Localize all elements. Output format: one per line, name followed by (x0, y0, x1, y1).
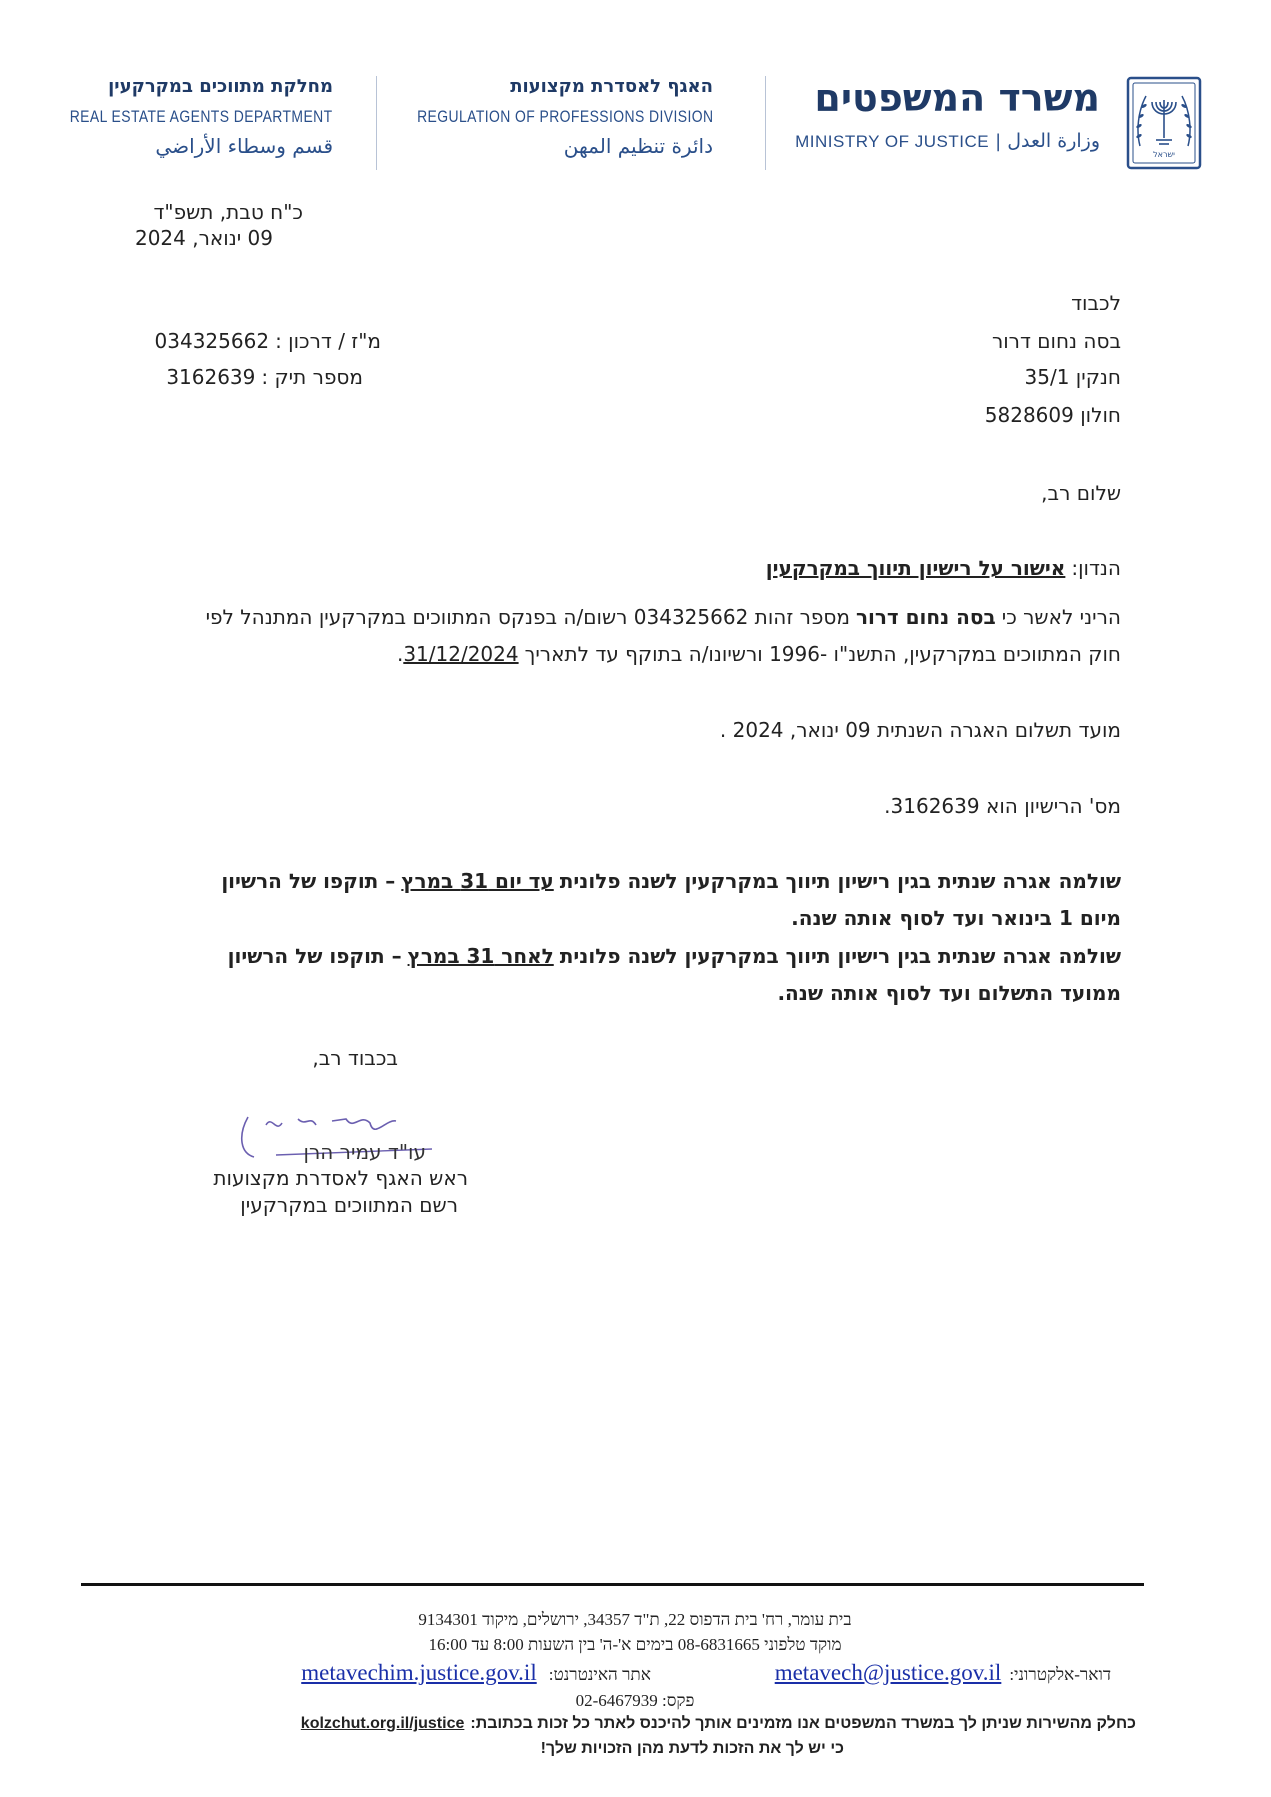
para1-suffix: מספר זהות 034325662 רשום/ה בפנקס המתווכים במקרקעין המתנהל לפי (205, 605, 850, 629)
ministry-separator: | (995, 131, 1002, 152)
footer-fax: פקס: 02-6467939 (575, 1691, 695, 1710)
department-name-arabic: قسم وسطاء الأراضي (155, 134, 333, 158)
paragraph-1-line-1 (206, 604, 1121, 630)
note-1-line-2: מיום 1 בינואר ועד לסוף אותה שנה. (791, 906, 1121, 930)
recipient-salutation: לכבוד (1071, 291, 1121, 315)
paragraph-1-line-2 (397, 641, 1121, 667)
hebrew-date: כ"ח טבת, תשפ"ד (153, 200, 303, 224)
ministry-name-latin-arabic (795, 130, 1100, 152)
note-2-line-2: ממועד התשלום ועד לסוף אותה שנה. (777, 981, 1121, 1005)
greeting: שלום רב, (1041, 481, 1121, 505)
license-number-line: מס' הרישיון הוא 3162639. (884, 794, 1121, 818)
holder-name: בסה נחום דרור (855, 605, 996, 629)
note-1-line-1 (221, 868, 1121, 894)
signatory-title-1: ראש האגף לאסדרת מקצועות (213, 1166, 468, 1190)
gregorian-date: 09 ינואר, 2024 (134, 226, 273, 250)
file-number-row (166, 364, 363, 390)
id-number-value: 034325662 (154, 329, 270, 353)
footer-kolzchut-row (301, 1715, 1136, 1733)
subject-text: אישור על רישיון תיווך במקרקעין (765, 556, 1066, 580)
signatory-title-2: רשם המתווכים במקרקעין (240, 1193, 458, 1217)
payment-date-line: מועד תשלום האגרה השנתית 09 ינואר, 2024 . (719, 718, 1121, 742)
recipient-street: חנקין 35/1 (1024, 365, 1121, 389)
footer-rule (81, 1583, 1144, 1586)
footer-rights-text: כי יש לך את הזכות לדעת מהן הזכויות שלך! (540, 1740, 844, 1757)
file-number-value: 3162639 (166, 365, 256, 389)
recipient-name: בסה נחום דרור (991, 329, 1121, 353)
website-label: אתר האינטרנט: (548, 1665, 651, 1684)
para1-line2-prefix: חוק המתווכים במקרקעין, התשנ"ו -1996 ורשיונו/ה בתוקף עד לתאריך (524, 642, 1121, 666)
note2-text-a: שולמה אגרה שנתית בגין רישיון תיווך במקרקעין לשנה פלונית (559, 944, 1121, 968)
division-name-hebrew: האגף לאסדרת מקצועות (510, 76, 713, 97)
subject-line (766, 555, 1121, 581)
footer-email-row (775, 1660, 1111, 1686)
note2-deadline: לאחר 31 במרץ (407, 944, 554, 968)
closing: בכבוד רב, (312, 1046, 398, 1070)
ministry-name-hebrew: משרד המשפטים (814, 76, 1100, 120)
emblem-label: ישראל (1153, 150, 1175, 159)
department-name-hebrew: מחלקת מתווכים במקרקעין (108, 76, 333, 97)
note2-text-b: – תוקפו של הרשיון (227, 944, 402, 968)
para1-line2-end: . (396, 642, 404, 666)
note1-deadline: עד יום 31 במרץ (401, 869, 554, 893)
subject-label: הנדון: (1071, 556, 1121, 580)
para1-prefix: הריני לאשר כי (1001, 605, 1121, 629)
ministry-name-arabic: وزارة العدل (1007, 130, 1100, 152)
division-name-english: REGULATION OF PROFESSIONS DIVISION (416, 107, 713, 126)
header-divider-right (765, 76, 766, 170)
email-link[interactable]: metavech@justice.gov.il (774, 1660, 1002, 1685)
kolzchut-link[interactable]: kolzchut.org.il/justice (300, 1715, 465, 1732)
valid-until-date: 31/12/2024 (403, 642, 519, 666)
ministry-name-english: MINISTRY OF JUSTICE (795, 132, 990, 151)
email-label: דואר-אלקטרוני: (1009, 1665, 1111, 1684)
id-number-label: מ"ז / דרכון : (275, 329, 381, 353)
file-number-label: מספר תיק : (261, 365, 363, 389)
note1-text-b: – תוקפו של הרשיון (221, 869, 396, 893)
department-name-english: REAL ESTATE AGENTS DEPARTMENT (70, 107, 333, 126)
footer-website-row (301, 1660, 651, 1686)
note-2-line-1 (228, 943, 1121, 969)
signatory-name: עו"ד עמיר הרן (303, 1140, 426, 1164)
footer-address: בית עומר, רח' בית הדפוס 22, ת"ד 34357, ירושלים, מיקוד 9134301 (418, 1610, 852, 1629)
division-name-arabic: دائرة تنظيم المهن (563, 134, 713, 158)
menorah-emblem-icon (1126, 76, 1202, 170)
recipient-city: חולון 5828609 (984, 403, 1121, 427)
footer-phone-hours: מוקד טלפוני 08-6831665 בימים א'-ה' בין השעות 8:00 עד 16:00 (428, 1635, 842, 1654)
id-number-row (155, 328, 381, 354)
website-link[interactable]: metavechim.justice.gov.il (301, 1660, 537, 1685)
header-divider-left (376, 76, 377, 170)
note1-text-a: שולמה אגרה שנתית בגין רישיון תיווך במקרקעין לשנה פלונית (559, 869, 1121, 893)
kolzchut-text: כחלק מהשירות שניתן לך במשרד המשפטים אנו מזמינים אותך להיכנס לאתר כל זכות בכתובת: (470, 1715, 1136, 1732)
